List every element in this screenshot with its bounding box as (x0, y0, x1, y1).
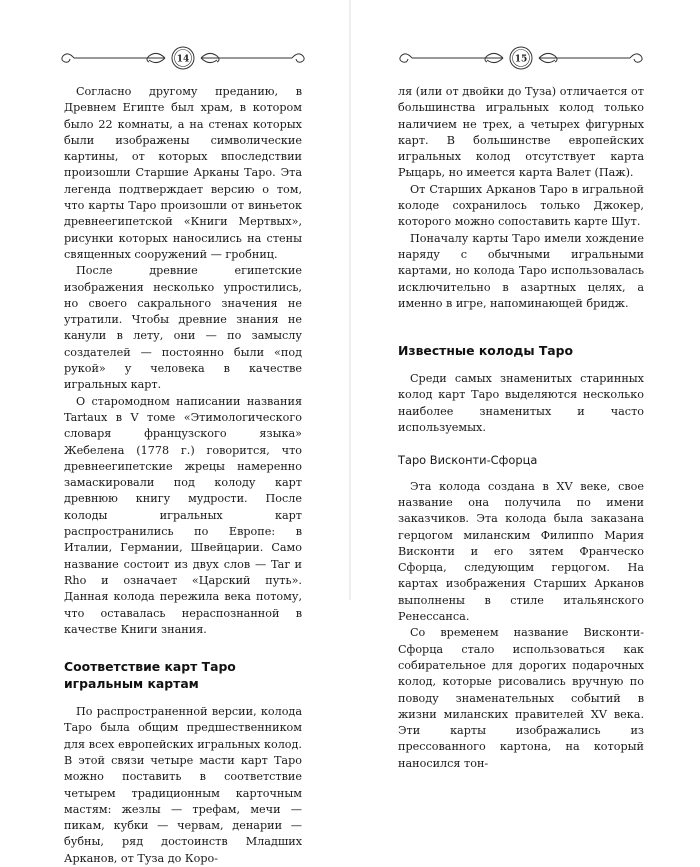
subsection-heading: Таро Висконти-Сфорца (398, 453, 538, 468)
right-page-text (398, 84, 644, 772)
section-heading: Соответствие карт Таро игральным картам (64, 659, 236, 692)
paragraph: По распространенной версии, колода Таро была общим предшественником для всех европейских игральных колод. В этой связи четыре масти карт Таро можно поставить в соответствие четырем традиционным карточным мастям: жезлы — трефам, мечи — пикам, кубки — червам, денарии — бубны, ряд достоинств Младших Арканов, от Туза до Коро- (64, 705, 302, 865)
page-header-ornament (398, 44, 644, 72)
paragraph: Среди самых знаменитых старинных колод карт Таро выделяются несколько наиболее знаменитых и часто используемых. (398, 372, 644, 435)
paragraph: О старомодном написании названия Tartaux в V томе «Этимологического словаря французского языка» Жебелена (1778 г.) говорится, что древнеегипетские жрецы намеренно замаскировали под колоду карт древнюю книгу мудрости. После колоды игральных карт распространились по Европе: в Италии, Германии, Швейцарии. Само название состоит из двух слов — Tar и Rho и означает «Царский путь». Данная колода пережила века потому, что оставалась нераспознанной в качестве Книги знания. (64, 394, 302, 636)
page-number: 14 (176, 54, 190, 65)
paragraph: Эта колода создана в XV веке, свое название она получила по имени заказчиков. Эта колода была заказана герцогом миланским Филиппо Мария Висконти и его зятем Франческо Сфорца, следующим герцогом. На картах изображения Старших Арканов выполнены в стиле итальянского Ренессанса. (398, 479, 644, 624)
paragraph: После древние египетские изображения несколько упростились, но своего сакрального значения не утратили. Чтобы древние знания не канули в лету, они — по замыслу создателей — постоянно были «под рукой» у человека в качестве игральных карт. (64, 264, 302, 392)
paragraph: Поначалу карты Таро имели хождение наряду с обычными игральными картами, но колода Таро использовалась исключительно в азартных целях, а именно в игре, напоминающей бридж. (398, 231, 644, 310)
paragraph: Со временем название Висконти-Сфорца стало использоваться как собирательное для дорогих подарочных колод, которые рисовались вручную по поводу знаменательных событий в жизни миланских правителей XV века. Эти карты изображались из прессованного картона, на который наносился тон- (398, 626, 644, 770)
paragraph-continuation: ля (или от двойки до Туза) отличается от большинства игральных колод только наличием не трех, а четырех фигурных карт. В большинстве европейских игральных колод отсутствует карта Рыцарь, но имеется карта Валет (Паж). (398, 85, 644, 180)
section-heading: Известные колоды Таро (398, 343, 574, 359)
paragraph: Согласно другому преданию, в Древнем Египте был храм, в котором было 22 комнаты, а на стенах которых были изображены символические картины, от которых впоследствии произошли Старшие Арканы Таро. Эта легенда подтверждает версию о том, что карты Таро произошли от виньеток древнеегипетской «Книги Мертвых», рисунки которых наносились на стены священных сооружений — гробниц. (64, 85, 302, 261)
page-number: 15 (514, 54, 528, 65)
paragraph: От Старших Арканов Таро в игральной колоде сохранилось только Джокер, которого можно сопоставить карте Шут. (398, 182, 644, 229)
